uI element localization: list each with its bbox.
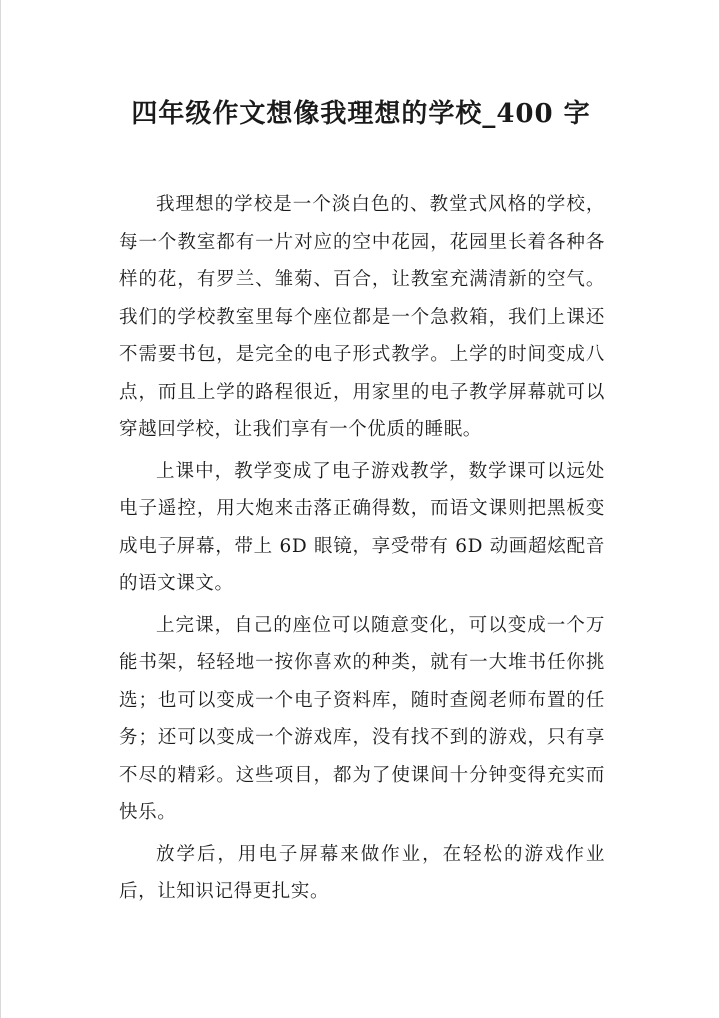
document-body [119,186,605,915]
paragraph-4: 放学后，用电子屏幕来做作业，在轻松的游戏作业后，让知识记得更扎实。 [119,843,605,902]
document-title: 四年级作文想像我理想的学校_400 字 [131,99,591,129]
paragraph-3: 上完课，自己的座位可以随意变化，可以变成一个万能书架，轻轻地一按你喜欢的种类，就有一大堆书任你挑选；也可以变成一个电子资料库，随时查阅老师布置的任务；还可以变成一个游戏库，没有找不到的游戏，只有享不尽的精彩。这些项目，都为了使课间十分钟变得充实而快乐。 [119,614,605,823]
paragraph-2: 上课中，教学变成了电子游戏教学，数学课可以远处电子遥控，用大炮来击落正确得数，而语文课则把黑板变成电子屏幕，带上 6D 眼镜，享受带有 6D 动画超炫配音的语文课文。 [119,460,605,594]
paragraph-1: 我理想的学校是一个淡白色的、教堂式风格的学校，每一个教室都有一片对应的空中花园，花园里长着各种各样的花，有罗兰、雏菊、百合，让教室充满清新的空气。我们的学校教室里每个座位都是一个急救箱，我们上课还不需要书包，是完全的电子形式教学。上学的时间变成八点，而且上学的路程很近，用家里的电子教学屏幕就可以穿越回学校，让我们享有一个优质的睡眠。 [119,194,605,440]
